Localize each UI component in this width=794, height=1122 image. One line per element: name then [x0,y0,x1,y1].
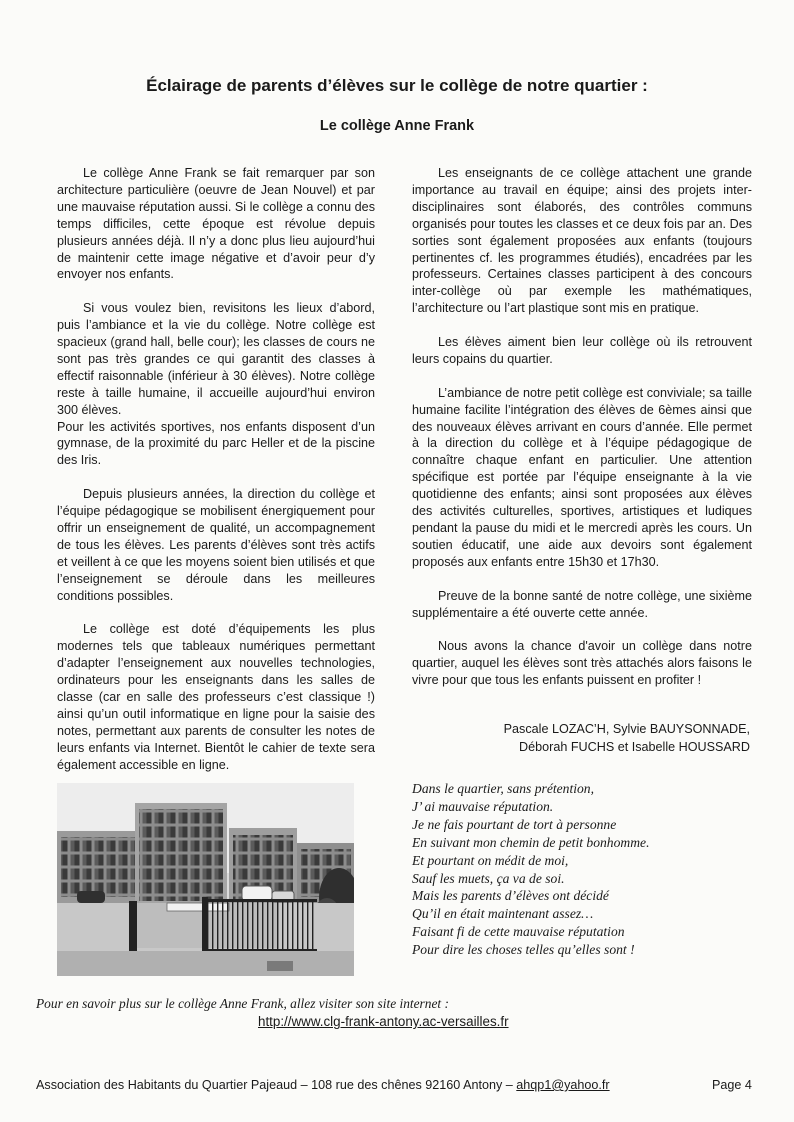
paragraph: Si vous voulez bien, revisitons les lieux d’abord, puis l’ambiance et la vie du collège. Notre collège est spacieux (grand hall, belle cour); les classes de cours ne sont pas très grandes ce qui garantit des classes à effectif raisonnable (inférieur à 30 élèves). Notre collège reste à taille humaine, il accueille aujourd’hui environ 300 élèves. [57,301,375,417]
left-column [57,165,375,790]
paragraph: L’ambiance de notre petit collège est conviviale; sa taille humaine facilite l’intégration des élèves de 6èmes ainsi que des nouveaux élèves arrivant en cours d’année. Elle permet à la direction du collège et à l’équipe pédagogique de connaître chaque enfant en particulier. Une attention spécifique est portée par l’équipe enseignante à la vie quotidienne des enfants; ainsi sont proposées aux élèves des activités culturelles, sportives, artistiques et ludiques pendant la pause du midi et le mercredi après les cours. Un soutien éducatif, une aide aux devoirs sont également proposés aux enfants entre 15h30 et 17h30. [412,385,752,569]
paragraph: Les enseignants de ce collège attachent une grande importance au travail en équipe; ainsi des projets inter-disciplinaires sont élaborés, des contrôles communs organisés pour toutes les classes et ce deux fois par an. Des sorties sont également proposées aux enfants (toujours pertinentes cf. les programmes étudiés), encadrées par les professeurs. Certaines classes participent à des concours inter-collège où par exemple les mathématiques, l’architecture ou l’art plastique sont mis en pratique. [412,166,752,316]
poem-line: Dans le quartier, sans prétention, [412,781,595,796]
footer [36,1078,610,1092]
signature-line: Déborah FUCHS et Isabelle HOUSSARD [519,740,750,754]
website-link[interactable]: http://www.clg-frank-antony.ac-versailles.fr [258,1014,509,1029]
article-title: Éclairage de parents d’élèves sur le collège de notre quartier : [146,76,648,95]
paragraph: Preuve de la bonne santé de notre collège, une sixième supplémentaire a été ouverte cette année. [412,588,752,620]
paragraph: Les élèves aiment bien leur collège où ils retrouvent leurs copains du quartier. [412,335,752,366]
poem-line: Qu’il en était maintenant assez… [412,906,594,922]
poem-line: Et pourtant on médit de moi, [412,852,569,868]
poem [412,780,752,959]
footer-address: Association des Habitants du Quartier Pajeaud – 108 rue des chênes 92160 Antony – [36,1078,517,1092]
signature-line: Pascale LOZAC’H, Sylvie BAUYSONNADE, [503,722,750,736]
school-building-photo [57,783,354,976]
school-photo-illustration [57,783,354,976]
poem-line: Faisant fi de cette mauvaise réputation [412,924,625,940]
poem-line: En suivant mon chemin de petit bonhomme. [412,834,650,850]
paragraph: Le collège Anne Frank se fait remarquer par son architecture particulière (oeuvre de Jean Nouvel) et par une mauvaise réputation aussi. Si le collège a connu des temps difficiles, cette époque est révolue depuis plusieurs années déjà. Il n’y a donc plus lieu aujourd’hui de maintenir cette image négative et d’avoir peur d’y envoyer nos enfants. [57,166,375,282]
poem-line: Sauf les muets, ça va de soi. [412,870,565,886]
signature [420,720,750,756]
footer-email-link[interactable]: ahqp1@yahoo.fr [516,1078,610,1092]
paragraph: Le collège est doté d’équipements les plus modernes tels que tableaux numériques permettant d’adapter l’enseignement aux nouvelles technologies, ordinateurs pour les enseignants dans les salles de classe (car en salle des professeurs c’est classique !) ainsi qu’un outil informatique en ligne pour la saisie des notes, permettant aux parents de consulter les notes de leurs enfants via Internet. Bientôt le cahier de texte sera également accessible en ligne. [57,622,375,772]
paragraph: Pour les activités sportives, nos enfants disposent d’un gymnase, de la proximité du parc Heller et de la piscine des Iris. [57,419,375,468]
more-info-text: Pour en savoir plus sur le collège Anne Frank, allez visiter son site internet : [36,996,449,1011]
article-subtitle: Le collège Anne Frank [319,118,475,134]
poem-line: Je ne fais pourtant de tort à personne [412,816,617,832]
poem-line: Pour dire les choses telles qu’elles sont ! [412,942,635,958]
paragraph: Depuis plusieurs années, la direction du collège et l’équipe pédagogique se mobilisent énergiquement pour offrir un enseignement de qualité, un accompagnement de tous les élèves. Les parents d’élèves sont très actifs et veillent à ce que les moyens soient bien utilisés et que l’enseignement se déroule dans les meilleures conditions possibles. [57,487,375,603]
page-number: Page 4 [712,1078,752,1092]
right-column [412,165,752,706]
poem-line: J’ ai mauvaise réputation. [412,798,554,814]
poem-line: Mais les parents d’élèves ont décidé [412,888,609,904]
paragraph: Nous avons la chance d'avoir un collège dans notre quartier, auquel les élèves sont très attachés alors faisons le vivre pour que tous les enfants puissent en profiter ! [412,639,752,688]
